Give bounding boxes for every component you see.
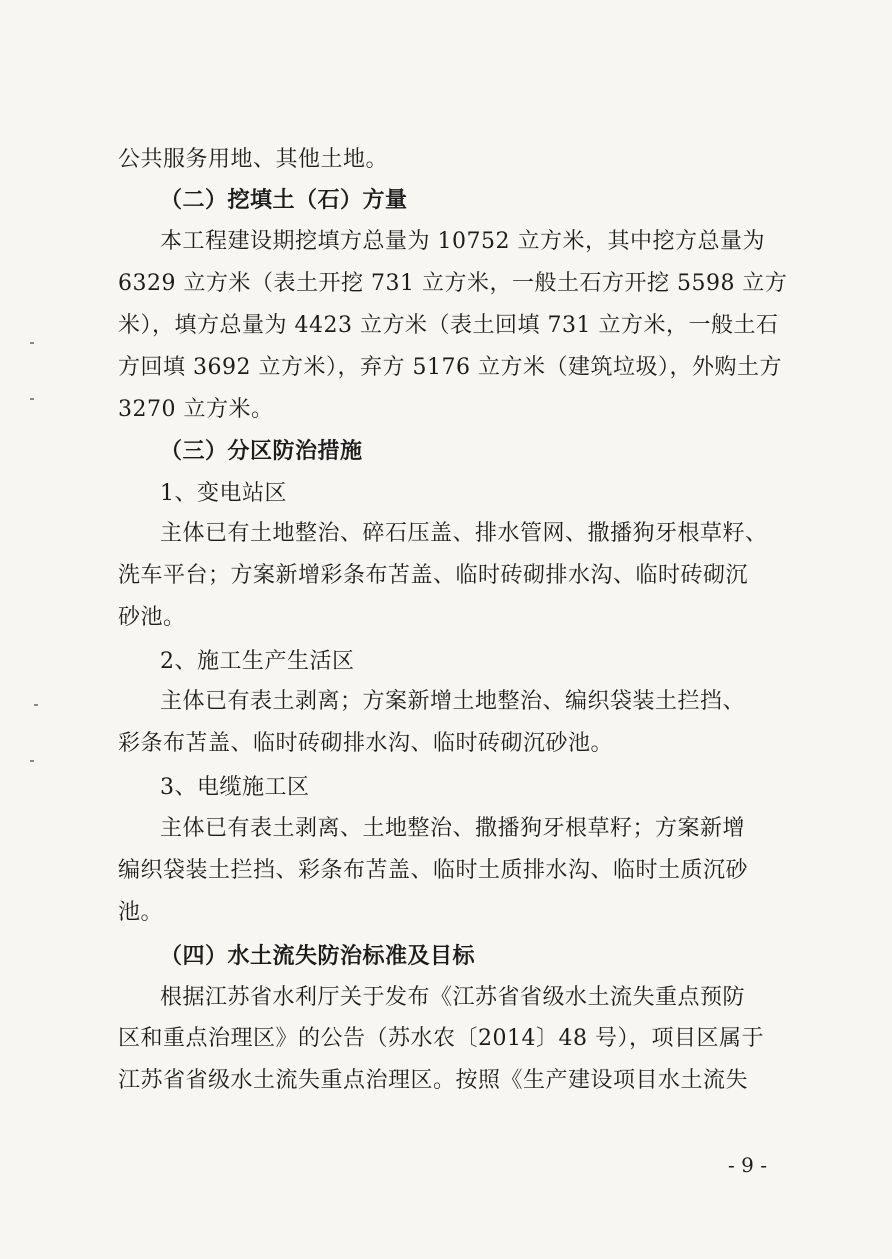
- section-heading: （三）分区防治措施: [160, 438, 363, 464]
- paragraph-line: 根据江苏省水利厅关于发布《江苏省省级水土流失重点预防: [160, 985, 746, 1010]
- scan-mark: [30, 398, 34, 400]
- paragraph-line: 彩条布苫盖、临时砖砌排水沟、临时砖砌沉砂池。: [118, 731, 614, 756]
- paragraph-line: 江苏省省级水土流失重点治理区。按照《生产建设项目水土流失: [118, 1068, 749, 1093]
- paragraph-line: 米），填方总量为 4423 立方米（表土回填 731 立方米，一般土石: [118, 313, 779, 338]
- paragraph-line: 6329 立方米（表土开挖 731 立方米，一般土石方开挖 5598 立方: [118, 271, 788, 296]
- subsection-heading: 2、施工生产生活区: [160, 649, 355, 674]
- paragraph-line: 区和重点治理区》的公告（苏水农〔2014〕48 号），项目区属于: [118, 1026, 764, 1051]
- paragraph-line: 主体已有表土剥离、土地整治、撒播狗牙根草籽；方案新增: [160, 816, 746, 841]
- page-number: - 9 -: [728, 1153, 767, 1177]
- scan-mark: [30, 342, 34, 344]
- paragraph-line: 主体已有表土剥离；方案新增土地整治、编织袋装土拦挡、: [160, 689, 746, 714]
- paragraph-line: 编织袋装土拦挡、彩条布苫盖、临时土质排水沟、临时土质沉砂: [118, 858, 749, 883]
- section-heading: （二）挖填土（石）方量: [160, 187, 408, 213]
- subsection-heading: 1、变电站区: [160, 481, 287, 506]
- paragraph-line: 砂池。: [118, 605, 186, 630]
- paragraph-line: 洗车平台；方案新增彩条布苫盖、临时砖砌排水沟、临时砖砌沉: [118, 563, 749, 588]
- paragraph-line: 主体已有土地整治、碎石压盖、排水管网、撒播狗牙根草籽、: [160, 521, 768, 546]
- paragraph-line: 3270 立方米。: [118, 397, 274, 422]
- paragraph-line: 方回填 3692 立方米），弃方 5176 立方米（建筑垃圾），外购土方: [118, 355, 782, 380]
- paragraph-line: 本工程建设期挖填方总量为 10752 立方米，其中挖方总量为: [160, 229, 765, 254]
- scan-mark: [30, 760, 34, 762]
- subsection-heading: 3、电缆施工区: [160, 775, 310, 800]
- paragraph-line: 公共服务用地、其他土地。: [118, 147, 389, 172]
- paragraph-line: 池。: [118, 900, 164, 925]
- section-heading: （四）水土流失防治标准及目标: [160, 943, 476, 969]
- scan-mark: [34, 704, 38, 706]
